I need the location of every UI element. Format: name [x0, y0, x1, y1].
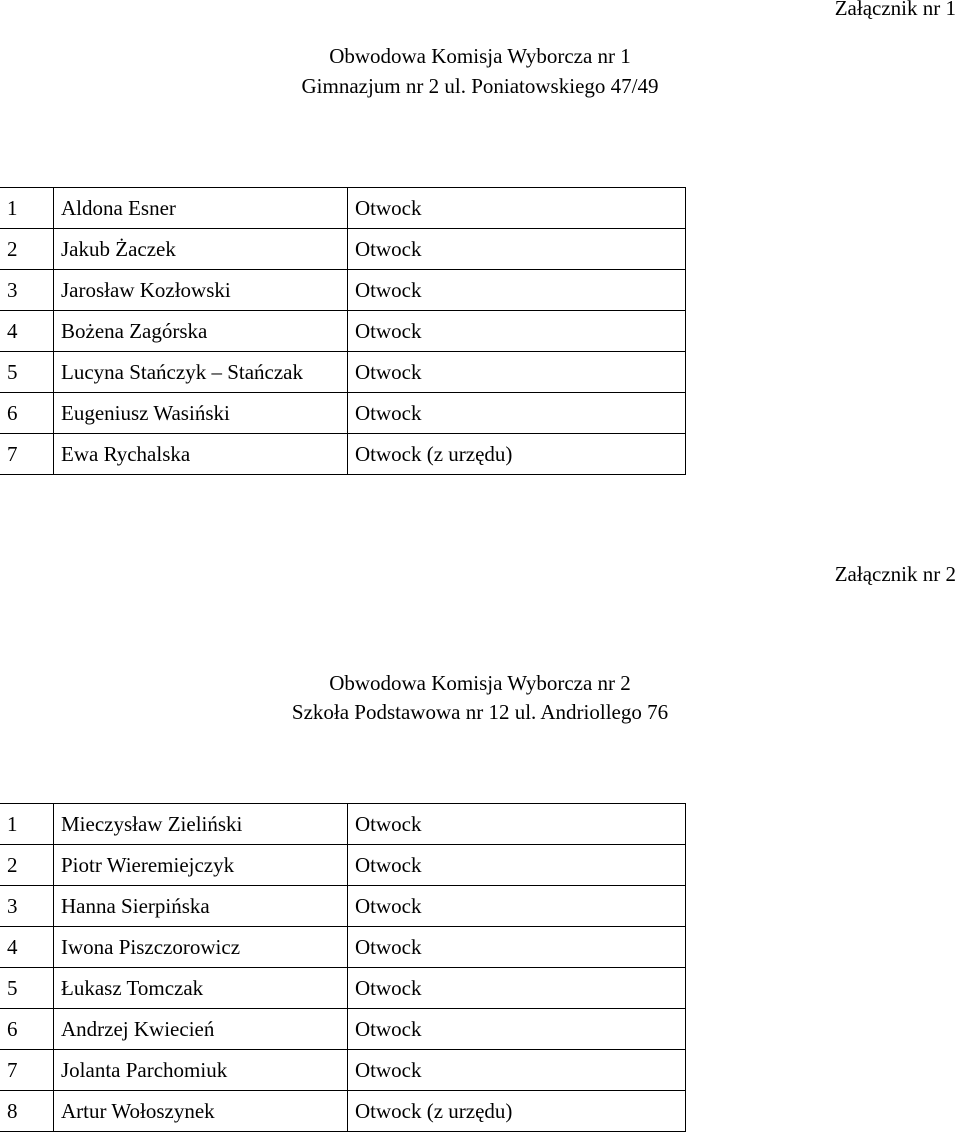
member-name: Aldona Esner [54, 188, 348, 229]
member-name: Jolanta Parchomiuk [54, 1050, 348, 1091]
member-city: Otwock [348, 188, 686, 229]
member-name: Mieczysław Zieliński [54, 804, 348, 845]
members-table [0, 803, 686, 1132]
member-number: 3 [0, 886, 54, 927]
member-name: Ewa Rychalska [54, 434, 348, 475]
table-row [0, 968, 686, 1009]
member-city: Otwock [348, 804, 686, 845]
member-city: Otwock [348, 968, 686, 1009]
annex-label: Załącznik nr 1 [834, 0, 956, 20]
member-number: 8 [0, 1091, 54, 1132]
member-number: 2 [0, 229, 54, 270]
member-name: Jakub Żaczek [54, 229, 348, 270]
member-city: Otwock (z urzędu) [348, 1091, 686, 1132]
annex-label: Załącznik nr 2 [834, 562, 956, 586]
table-row [0, 434, 686, 475]
member-number: 6 [0, 393, 54, 434]
commission-title: Obwodowa Komisja Wyborcza nr 1 [329, 44, 631, 68]
member-city: Otwock [348, 352, 686, 393]
member-number: 6 [0, 1009, 54, 1050]
commission-address: Szkoła Podstawowa nr 12 ul. Andriollego 76 [291, 700, 669, 724]
member-number: 7 [0, 434, 54, 475]
table-row [0, 804, 686, 845]
table-row [0, 311, 686, 352]
table-row [0, 845, 686, 886]
member-city: Otwock [348, 1009, 686, 1050]
table-row [0, 1050, 686, 1091]
member-name: Piotr Wieremiejczyk [54, 845, 348, 886]
member-city: Otwock [348, 229, 686, 270]
members-table [0, 187, 686, 475]
commission-address: Gimnazjum nr 2 ul. Poniatowskiego 47/49 [301, 74, 659, 98]
member-number: 2 [0, 845, 54, 886]
table-row [0, 270, 686, 311]
member-name: Andrzej Kwiecień [54, 1009, 348, 1050]
member-number: 5 [0, 968, 54, 1009]
member-name: Iwona Piszczorowicz [54, 927, 348, 968]
member-name: Eugeniusz Wasiński [54, 393, 348, 434]
commission-title: Obwodowa Komisja Wyborcza nr 2 [329, 671, 631, 695]
table-row [0, 927, 686, 968]
member-number: 1 [0, 804, 54, 845]
member-name: Artur Wołoszynek [54, 1091, 348, 1132]
member-city: Otwock [348, 886, 686, 927]
table-row [0, 1091, 686, 1132]
table-row [0, 393, 686, 434]
member-city: Otwock [348, 393, 686, 434]
member-number: 5 [0, 352, 54, 393]
member-name: Jarosław Kozłowski [54, 270, 348, 311]
member-number: 4 [0, 311, 54, 352]
table-row [0, 1009, 686, 1050]
table-row [0, 352, 686, 393]
member-city: Otwock [348, 311, 686, 352]
member-name: Hanna Sierpińska [54, 886, 348, 927]
member-number: 4 [0, 927, 54, 968]
member-number: 3 [0, 270, 54, 311]
member-city: Otwock (z urzędu) [348, 434, 686, 475]
member-name: Łukasz Tomczak [54, 968, 348, 1009]
member-number: 1 [0, 188, 54, 229]
member-city: Otwock [348, 927, 686, 968]
member-city: Otwock [348, 270, 686, 311]
table-row [0, 229, 686, 270]
member-name: Bożena Zagórska [54, 311, 348, 352]
member-city: Otwock [348, 845, 686, 886]
table-row [0, 188, 686, 229]
member-number: 7 [0, 1050, 54, 1091]
member-city: Otwock [348, 1050, 686, 1091]
member-name: Lucyna Stańczyk – Stańczak [54, 352, 348, 393]
table-row [0, 886, 686, 927]
